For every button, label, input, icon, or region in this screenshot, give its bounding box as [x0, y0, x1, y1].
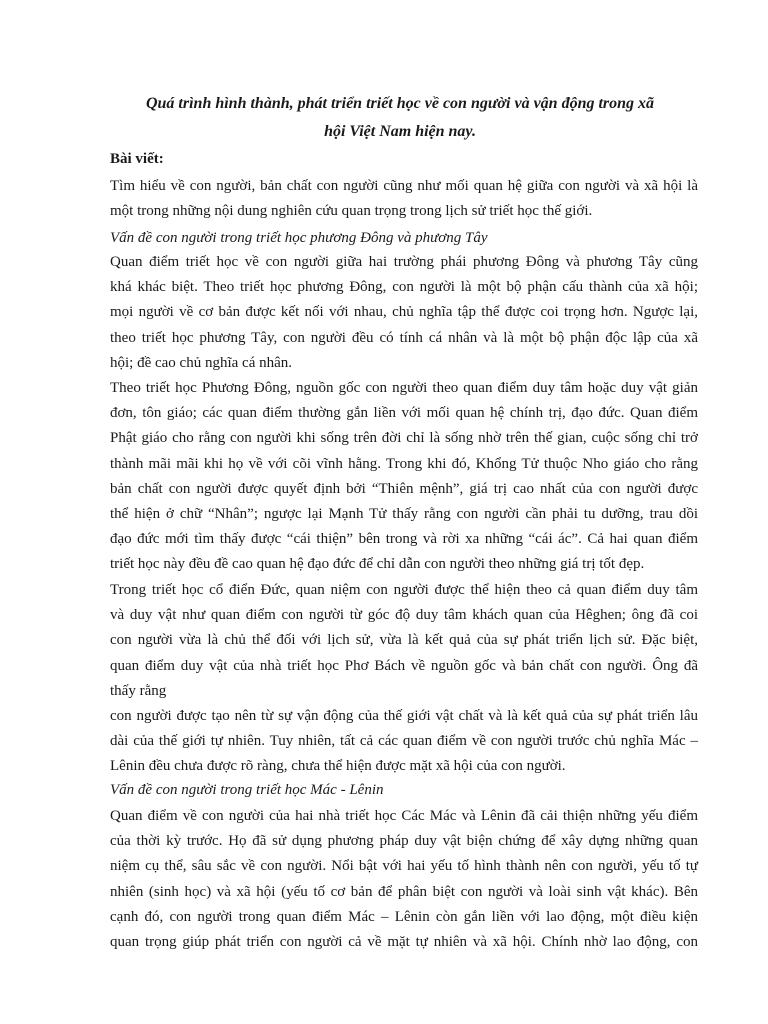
paragraph-line: Lênin đều chưa được rõ ràng, chưa thể hiện được mặt xã hội của con người. — [110, 758, 566, 775]
section-heading-east-west: Vấn đề con người trong triết học phương Đông và phương Tây — [110, 230, 488, 246]
paragraph-line: bản chất con người được quyết định bởi “Thiên mệnh”, giá trị cao nhất của con người được — [110, 480, 698, 497]
paragraph-german-philosophy — [110, 578, 698, 704]
paragraph-line: quan điểm duy vật của nhà triết học Phơ Bách về nguồn gốc và bản chất con người. Ông đã — [110, 657, 698, 674]
paragraph-line: thấy rằng — [110, 682, 167, 699]
paragraph-line: Trong triết học cổ điển Đức, quan niệm con người được thể hiện theo cả quan điểm duy tâm — [110, 582, 698, 598]
paragraph-line: quan trọng giúp phát triển con người cả về mặt tự nhiên và xã hội. Chính nhờ lao động, con — [110, 934, 698, 951]
paragraph-continuation — [110, 704, 698, 780]
paragraph-line: theo triết học phương Tây, con người đều có tính cá nhân và là một bộ phận độc lập của xã — [110, 329, 698, 346]
section-heading-marx-lenin: Vấn đề con người trong triết học Mác - Lênin — [110, 782, 384, 798]
paragraph-line: triết học này đều đề cao quan hệ đạo đức để chỉ dẫn con người theo những giá trị tốt đẹp. — [110, 556, 645, 573]
paragraph-line: Tìm hiểu về con người, bản chất con người cũng như mối quan hệ giữa con người và xã hội là — [110, 178, 698, 194]
paragraph-line: cạnh đó, con người trong quan điểm Mác – Lênin còn gắn liền với lao động, một điều kiện — [110, 908, 698, 925]
paragraph-line: dài của thế giới tự nhiên. Tuy nhiên, tất cả các quan điểm về con người trước chủ nghĩa Mác – — [110, 733, 698, 750]
paragraph-line: Phật giáo cho rằng con người khi sống trên đời chỉ là sống nhờ trên thế gian, cuộc sống chỉ trở — [110, 430, 698, 447]
title-line-2: hội Việt Nam hiện nay. — [324, 123, 476, 140]
intro-paragraph — [110, 174, 698, 224]
paragraph-line: một trong những nội dung nghiên cứu quan trọng trong lịch sử triết học thế giới. — [110, 203, 593, 220]
document-title — [100, 90, 700, 146]
paragraph-line: mọi người về cơ bản được kết nối với nhau, chủ nghĩa tập thể được coi trọng hơn. Ngược lại, — [110, 304, 698, 321]
paragraph-line: đạo đức mới tìm thấy được “cái thiện” bên trong và rời xa những “cái ác”. Cả hai quan điểm — [110, 531, 698, 548]
paragraph-line: thể hiện ở chữ “Nhân”; ngược lại Mạnh Tử thấy rằng con người cần phải tu dưỡng, trau dồi — [110, 506, 698, 523]
title-line-1: Quá trình hình thành, phát triển triết học về con người và vận động trong xã — [145, 95, 655, 112]
paragraph-marx-lenin — [110, 804, 698, 955]
paragraph-line: thành mãi mãi khi họ về với cõi vĩnh hằng. Trong khi đó, Khổng Tử thuộc Nho giáo cho rằng — [110, 455, 698, 472]
paragraph-line: nhiên (sinh học) và xã hội (yếu tố cơ bản để phân biệt con người và loài sinh vật khác). Bên — [110, 883, 698, 900]
paragraph-east-west — [110, 250, 698, 376]
paragraph-line: khá khác biệt. Theo triết học phương Đông, con người là một bộ phận cấu thành của xã hội; — [110, 279, 698, 296]
paragraph-line: Quan điểm về con người của hai nhà triết học Các Mác và Lênin đã cải thiện những yếu điểm — [110, 808, 698, 824]
paragraph-line: con người được tạo nên từ sự vận động của thế giới vật chất và là kết quả của sự phát triển lâu — [110, 708, 698, 724]
paragraph-line: hội; đề cao chủ nghĩa cá nhân. — [110, 354, 293, 371]
paragraph-line: Theo triết học Phương Đông, nguồn gốc con người theo quan điểm duy tâm hoặc duy vật giản — [110, 380, 698, 396]
paragraph-line: niệm cụ thể, sâu sắc về con người. Nổi bật với hai yếu tố hình thành nên con người, yếu tố tự — [110, 858, 698, 875]
paragraph-line: con người vừa là chủ thể đối với lịch sử, vừa là kết quả của sự phát triển lịch sử. Đặc biệt, — [110, 632, 698, 649]
paragraph-eastern-philosophy — [110, 376, 698, 578]
paragraph-line: Quan điểm triết học về con người giữa hai trường phái phương Đông và phương Tây cũng — [110, 254, 698, 270]
paragraph-line: và duy vật như quan điểm con người từ góc độ duy tâm khách quan của Hêghen; ông đã coi — [110, 607, 698, 624]
article-label: Bài viết: — [110, 151, 164, 167]
paragraph-line: của thời kỳ trước. Họ đã sử dụng phương pháp duy vật biện chứng để xây dựng những quan — [110, 833, 698, 850]
paragraph-line: đơn, tôn giáo; các quan điểm thường gắn liền với mối quan hệ chính trị, đạo đức. Quan điểm — [110, 405, 698, 422]
